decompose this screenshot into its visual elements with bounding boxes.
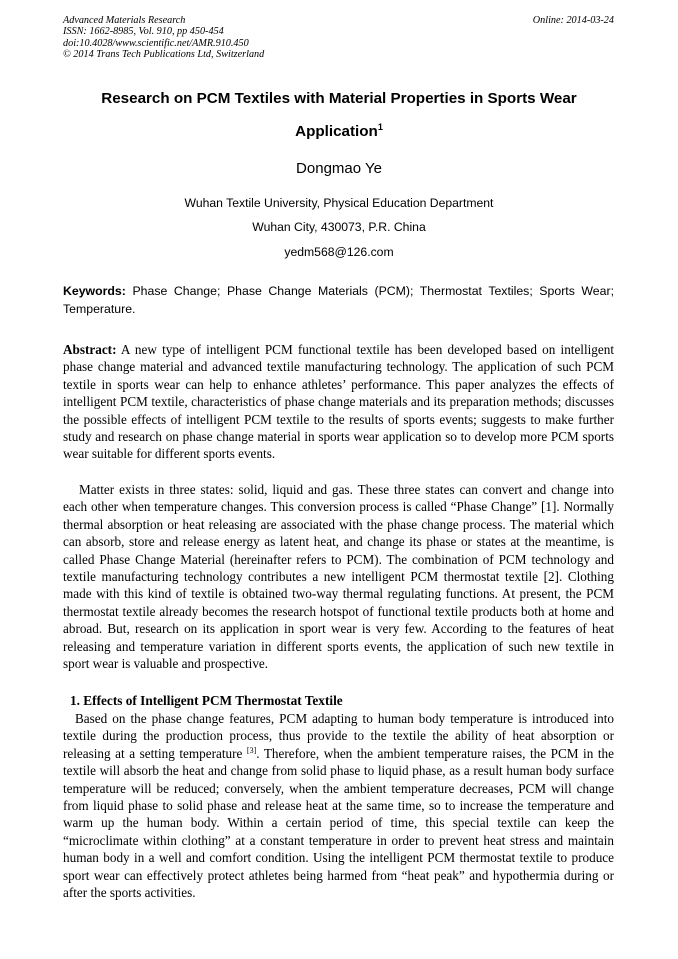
section1-paragraph [63,710,614,901]
issn-line: ISSN: 1662-8985, Vol. 910, pp 450-454 [63,26,224,38]
section-heading: 1. Effects of Intelligent PCM Thermostat Textile [70,693,343,708]
keywords-block [63,283,614,318]
abstract-label: Abstract: [63,342,117,357]
keywords-label: Keywords: [63,284,126,298]
paper-title-line1: Research on PCM Textiles with Material Properties in Sports Wear [101,90,577,107]
paper-title-text: Application [295,123,378,140]
doi-line: doi:10.4028/www.scientific.net/AMR.910.450 [63,37,249,49]
journal-name: Advanced Materials Research [63,15,186,26]
keywords-text: Phase Change; Phase Change Materials (PCM); Thermostat Textiles; Sports Wear; Temperature. [63,284,614,316]
abstract-block [63,341,614,463]
title-footnote-mark: 1 [377,122,383,132]
section1-text-a: Based on the phase change features, PCM adapting to human body temperature is introduced into textile during the production process, thus provide to the textile the ability of heat absorption or releasing at a setting temperature [63,711,614,761]
copyright-line: © 2014 Trans Tech Publications Ltd, Switzerland [63,49,265,61]
author-email: yedm568@126.com [284,245,394,259]
author-name: Dongmao Ye [296,160,382,177]
intro-paragraph: Matter exists in three states: solid, liquid and gas. These three states can convert and change into each other when temperature changes. This conversion process is called “Phase Change” [1]. Normally thermal absorption or heat releasing are associated with the phase change process. The material which can absorb, store and release energy as latent heat, and change its phase or states at the meantime, is called Phase Change Material (hereinafter refers to PCM). The combination of PCM technology and textile manufacturing technology contributes a new intelligent PCM thermostat textile [2]. Clothing made with this kind of textile is obtained two-way thermal regulating functions. At present, the PCM thermostat textile already becomes the research hotspot of functional textile products both at home and abroad. But, research on its application in sport wear is very few. According to the features of heat releasing and temperature variation in different sports events, the application of such new textile in sport wear is valuable and prospective. [63,482,614,672]
journal-header [63,15,264,61]
online-date: Online: 2014-03-24 [532,15,614,26]
author-affiliation: Wuhan Textile University, Physical Education Department [184,196,494,210]
citation-ref: [3] [246,745,257,755]
section1-text-b: . Therefore, when the ambient temperature raises, the PCM in the textile will absorb the heat and change from solid phase to liquid phase, as a result human body surface temperature will be reduced; conversely, when the ambient temperature decreases, PCM will change from liquid phase to solid phase and release heat at the same time, so to increase the temperature and warm up the human body. Within a certain period of time, this special textile can keep the “microclimate within clothing” at a constant temperature in order to prevent heat stress and maintain human body in a well and comfort condition. Using the intelligent PCM thermostat textile to produce sport wear can effectively protect athletes being harmed from “heat peak” and hypothermia during or after the sports activities. [63,745,614,901]
author-address: Wuhan City, 430073, P.R. China [252,220,426,234]
paper-title-line2 [40,122,638,140]
abstract-text: A new type of intelligent PCM functional textile has been developed based on intelligent phase change material and advanced textile manufacturing technology. The application of such PCM textile in sports wear can help to enhance athletes’ performance. This paper analyzes the effects of intelligent PCM textile, characteristics of phase change materials and its preparation methods; discusses the possible effects of intelligent PCM textile to the results of sports events; suggests to make further study and research on phase change material in sports wear application so to develop more PCM sports wear suitable for different sports events. [63,342,614,462]
